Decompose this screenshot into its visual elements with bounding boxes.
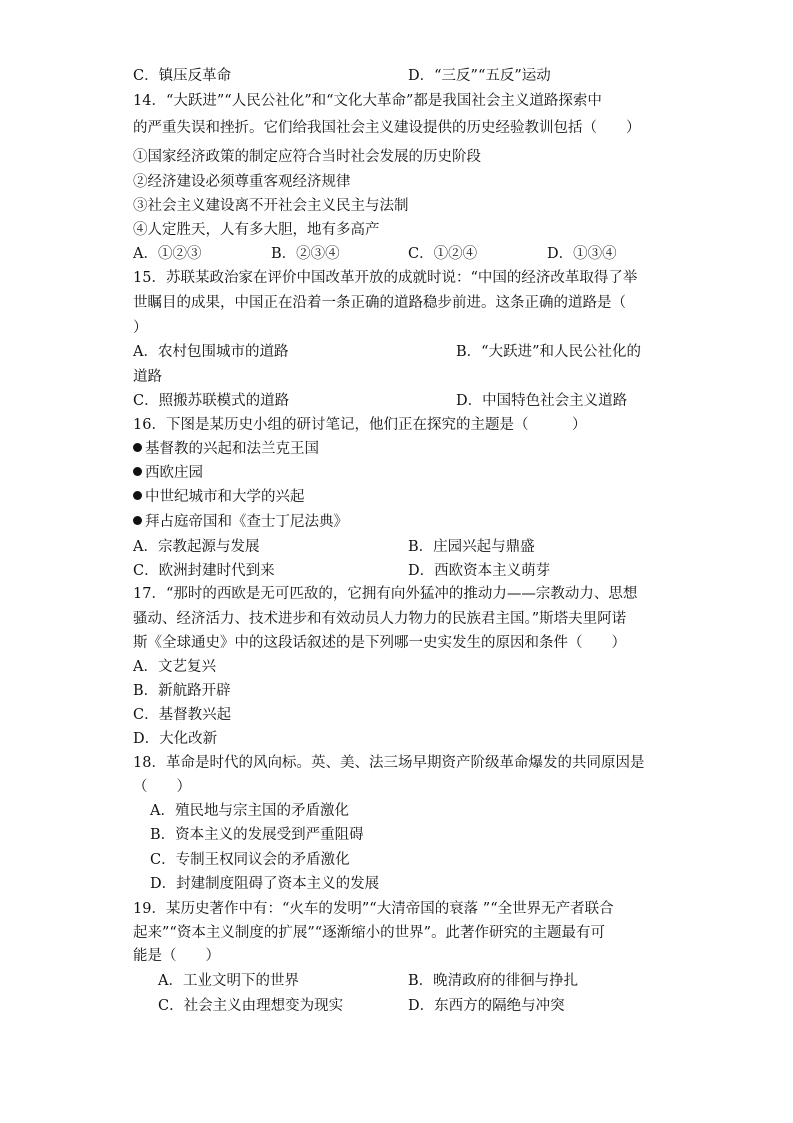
q13-option-d: D．“三反”“五反”运动 — [408, 68, 551, 84]
q19-stem-line1: 19．某历史著作中有：“火车的发明”“大清帝国的衰落 ”“全世界无产者联合 — [133, 901, 614, 917]
q16-option-c: C．欧洲封建时代到来 — [133, 563, 275, 579]
q18-stem-line2: （ ） — [133, 779, 191, 795]
q14-option-a: A．①②③ — [133, 246, 202, 262]
q15-option-b-cont: 道路 — [133, 369, 162, 385]
q13-option-c: C．镇压反革命 — [133, 68, 232, 84]
q15-option-a: A．农村包围城市的道路 — [133, 344, 289, 360]
q19-option-b: B．晚清政府的徘徊与挣扎 — [408, 973, 579, 989]
q14-stem-line2: 的严重失误和挫折。它们给我国社会主义建设提供的历史经验教训包括（ ） — [133, 120, 641, 136]
q17-option-c: C．基督教兴起 — [133, 707, 232, 723]
q19-stem-line2: 起来”“资本主义制度的扩展”“逐渐缩小的世界”。此著作研究的主题最有可 — [133, 925, 606, 941]
q18-stem-line1: 18．革命是时代的风向标。英、美、法三场早期资产阶级革命爆发的共同原因是 — [133, 755, 645, 771]
q19-option-a: A．工业文明下的世界 — [158, 973, 299, 989]
q16-option-a: A．宗教起源与发展 — [133, 539, 260, 555]
q16-note-3: 中世纪城市和大学的兴起 — [133, 487, 305, 507]
q17-stem-line3: 斯《全球通史》中的这段话叙述的是下列哪一史实发生的原因和条件（ ） — [133, 635, 626, 651]
bullet-icon — [133, 443, 142, 452]
q15-stem-line2: 世瞩目的成果，中国正在沿着一条正确的道路稳步前进。这条正确的道路是（ — [133, 295, 626, 311]
q18-option-c: C．专制王权同议会的矛盾激化 — [150, 852, 350, 868]
q14-item-1: ①国家经济政策的制定应符合当时社会发展的历史阶段 — [133, 149, 481, 165]
q16-note-4: 拜占庭帝国和《查士丁尼法典》 — [133, 512, 348, 532]
q15-stem-line1: 15．苏联某政治家在评价中国改革开放的成就时说：“中国的经济改革取得了举 — [133, 270, 638, 286]
bullet-icon — [133, 516, 142, 525]
q16-note-2: 西欧庄园 — [133, 463, 203, 483]
q18-option-d: D．封建制度阻碍了资本主义的发展 — [150, 876, 380, 892]
q16-option-d: D．西欧资本主义萌芽 — [408, 563, 551, 579]
q17-option-a: A．文艺复兴 — [133, 659, 216, 675]
q14-option-c: C．①②④ — [408, 246, 478, 262]
q16-option-b: B．庄园兴起与鼎盛 — [408, 539, 535, 555]
q16-note-1: 基督教的兴起和法兰克王国 — [133, 439, 319, 459]
q17-option-b: B．新航路开辟 — [133, 683, 231, 699]
q15-option-d: D．中国特色社会主义道路 — [456, 393, 628, 409]
q17-stem-line2: 骚动、经济活力、技术进步和有效动员人力物力的民族君主国。”斯塔夫里阿诺 — [133, 611, 627, 627]
q19-option-d: D．东西方的隔绝与冲突 — [408, 998, 565, 1014]
bullet-icon — [133, 467, 142, 476]
q14-option-d: D．①③④ — [547, 246, 617, 262]
q14-item-2: ②经济建设必须尊重客观经济规律 — [133, 174, 351, 190]
q14-stem-line1: 14．“大跃进”“人民公社化”和“文化大革命”都是我国社会主义道路探索中 — [133, 93, 602, 109]
q15-stem-line3: ） — [133, 320, 148, 336]
q16-stem: 16．下图是某历史小组的研讨笔记，他们正在探究的主题是（ ） — [133, 417, 587, 433]
q19-option-c: C．社会主义由理想变为现实 — [158, 998, 344, 1014]
q19-stem-line3: 能是（ ） — [133, 948, 220, 964]
q17-stem-line1: 17．“那时的西欧是无可匹敌的，它拥有向外猛冲的推动力——宗教动力、思想 — [133, 586, 638, 602]
q14-option-b: B．②③④ — [271, 246, 340, 262]
bullet-icon — [133, 491, 142, 500]
q18-option-b: B．资本主义的发展受到严重阻碍 — [150, 827, 364, 843]
q14-item-4: ④人定胜天，人有多大胆，地有多高产 — [133, 222, 380, 238]
q14-item-3: ③社会主义建设离不开社会主义民主与法制 — [133, 198, 409, 214]
q17-option-d: D．大化改新 — [133, 731, 218, 747]
q15-option-b: B．“大跃进”和人民公社化的 — [456, 344, 641, 360]
q15-option-c: C．照搬苏联模式的道路 — [133, 393, 290, 409]
q18-option-a: A．殖民地与宗主国的矛盾激化 — [150, 803, 349, 819]
